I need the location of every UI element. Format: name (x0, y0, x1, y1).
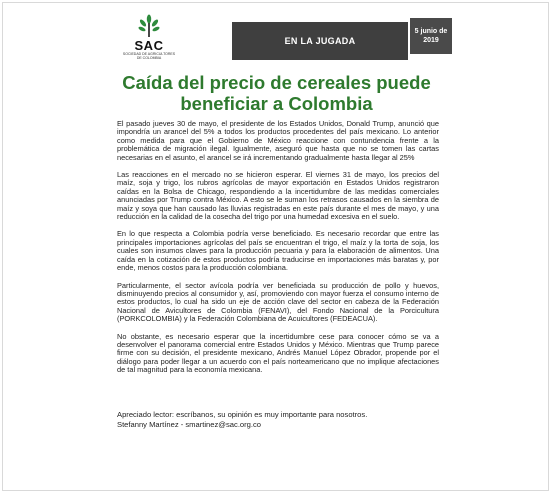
paragraph-1: El pasado jueves 30 de mayo, el presidente de los Estados Unidos, Donald Trump, anunció que impondría un arancel del 5% a todos los productos procedentes del país mexicano. Lo anterior como medida para que el Gobierno de México reaccione con contundencia frente a la problemática de migración ilegal. Igualmente, aseguró que hasta que no se tomen las cartas necesarias en el asunto, el arancel se irá incrementando gradualmente hasta llegar al 25% (117, 119, 439, 162)
title-line-1: Caída del precio de cereales puede (122, 72, 431, 93)
author-contact[interactable]: Stefanny Martínez - smartinez@sac.org.co (117, 420, 262, 429)
date-line-1: 5 junio de (414, 28, 448, 35)
logo-subtitle: SOCIEDAD DE AGRICULTORES DE COLOMBIA (122, 52, 176, 60)
date-line-2: 2019 (423, 37, 439, 44)
closing (117, 410, 457, 430)
title-line-2: beneficiar a Colombia (180, 93, 373, 114)
date-badge (410, 18, 452, 54)
wheat-icon (134, 14, 164, 38)
paragraph-3: En lo que respecta a Colombia podría verse beneficiado. Es necesario recordar que entre las principales importaciones agrícolas del país se encuentran el trigo, el maíz y la torta de soja, los cuales son insumos claves para la producción pecuaria y para la elaboración de alimentos. Una caída en la cotización de estos productos podría traducirse en importaciones más baratas y, por ende, menos costos para la producción colombiana. (117, 229, 439, 273)
header (0, 0, 553, 64)
section-label: EN LA JUGADA (232, 22, 408, 60)
paragraph-2: Las reacciones en el mercado no se hicieron esperar. El viernes 31 de mayo, los precios del maíz, soja y trigo, los rubros agrícolas de mayor exportación en Estados Unidos registraron caídas en la Bolsa de Chicago, respondiendo a la incertidumbre de las medidas comerciales anunciadas por Trump contra México. A esto se le suman los retrasos causados en la siembra de maíz y soya que han causado las lluvias registradas en este país durante el mes de mayo, y una reducción en la calidad de la cosecha del trigo por una humedad excesiva en el suelo. (117, 170, 439, 222)
paragraph-5: No obstante, es necesario esperar que la incertidumbre cese para conocer cómo se va a desenvolver el panorama comercial entre Estados Unidos y México. Mientras que Trump parece firme con su decisión, el presidente mexicano, Andrés Manuel López Obrador, propende por el diálogo para poder llegar a un acuerdo con el país norteamericano que no implique afectaciones de tal magnitud para la economía mexicana. (117, 331, 439, 375)
closing-note: Apreciado lector: escríbanos, su opinión es muy importante para nosotros. (117, 410, 368, 419)
logo-text: SAC (134, 38, 164, 53)
paragraph-4: Particularmente, el sector avícola podría ver beneficiada su producción de pollo y huevos, disminuyendo precios al consumidor y, así, promoviendo con mayor fuerza el consumo interno de estos productos, lo cual ha sido un eje de acción clave del sector en cabeza de la Federación Nacional de Avicultores de Colombia (FENAVI), del Fondo Nacional de la Porcicultura (PORKCOLOMBIA) y la Federación Colombiana de Acuicultores (FEDEACUA). (117, 280, 439, 324)
article-title (60, 72, 493, 114)
sac-logo (120, 14, 178, 60)
article-body (117, 120, 439, 384)
